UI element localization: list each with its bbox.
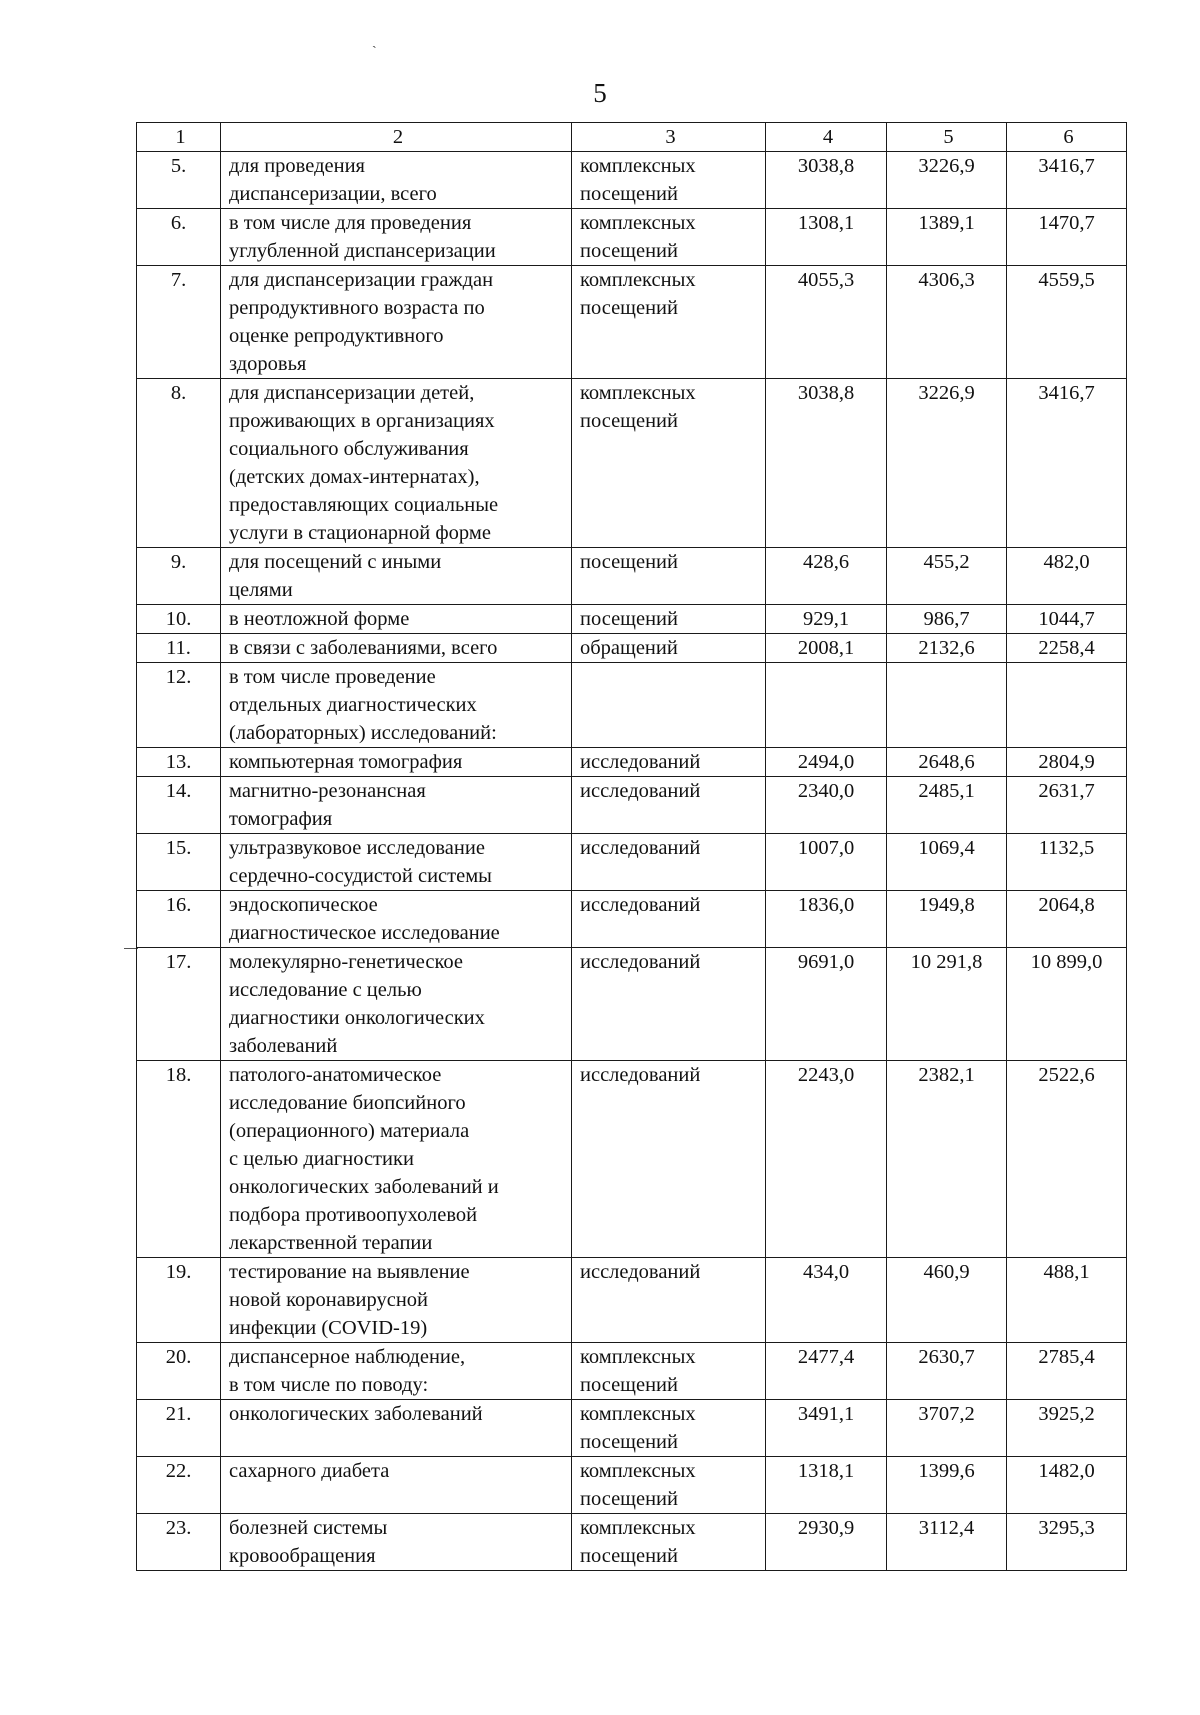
table-row [137,1457,1127,1514]
value-col-6: 10 899,0 [1007,948,1127,1061]
header-cell-4: 4 [766,123,887,152]
table-row [137,834,1127,891]
indicator-name-line: предоставляющих социальные [229,494,499,516]
value-col-6: 482,0 [1007,548,1127,605]
value-col-6: 2258,4 [1007,634,1127,663]
indicator-name [221,1514,572,1571]
value-col-5: 2630,7 [887,1343,1007,1400]
indicator-name [221,891,572,948]
unit-line: исследований [580,837,701,859]
unit-line: обращений [580,637,678,659]
indicator-name-line: здоровья [229,353,307,375]
unit-line: исследований [580,751,701,773]
unit-line: исследований [580,951,701,973]
row-number: 14. [137,777,221,834]
value-col-4: 9691,0 [766,948,887,1061]
indicator-name [221,152,572,209]
value-col-5: 986,7 [887,605,1007,634]
page-number: 5 [593,78,607,108]
row-number: 5. [137,152,221,209]
indicator-name [221,834,572,891]
indicator-name [221,209,572,266]
table-row [137,1343,1127,1400]
unit-of-measure [572,663,766,748]
unit-line: исследований [580,780,701,802]
indicator-name-line: услуги в стационарной форме [229,522,491,544]
indicator-name [221,1343,572,1400]
indicator-name-line: для проведения [229,155,365,177]
indicator-name [221,548,572,605]
indicator-name-line: в том числе проведение [229,666,436,688]
indicator-name [221,634,572,663]
unit-line: посещений [580,297,678,319]
unit-of-measure [572,748,766,777]
unit-line: посещений [580,1545,678,1567]
table-row [137,948,1127,1061]
table-row [137,777,1127,834]
table-row [137,1400,1127,1457]
indicator-name-line: патолого-анатомическое [229,1064,442,1086]
indicator-name-line: новой коронавирусной [229,1289,429,1311]
indicator-name-line: диагностики онкологических [229,1007,485,1029]
indicator-name-line: с целью диагностики [229,1148,414,1170]
indicator-name-line: (операционного) материала [229,1120,470,1142]
table-row [137,1258,1127,1343]
row-number: 21. [137,1400,221,1457]
unit-line: посещений [580,1488,678,1510]
unit-line: посещений [580,240,678,262]
indicator-name-line: социального обслуживания [229,438,469,460]
value-col-4: 3038,8 [766,152,887,209]
value-col-5: 2382,1 [887,1061,1007,1258]
table-row [137,266,1127,379]
table-row [137,548,1127,605]
indicator-name [221,748,572,777]
value-col-5: 2648,6 [887,748,1007,777]
indicator-name-line: тестирование на выявление [229,1261,470,1283]
value-col-5: 3226,9 [887,379,1007,548]
indicator-name-line: лекарственной терапии [229,1232,433,1254]
indicator-name-line: (детских домах-интернатах), [229,466,480,488]
unit-line: исследований [580,1064,701,1086]
indicator-name-line: кровообращения [229,1545,376,1567]
value-col-6: 2785,4 [1007,1343,1127,1400]
unit-of-measure [572,1400,766,1457]
indicator-name [221,266,572,379]
value-col-6: 488,1 [1007,1258,1127,1343]
unit-of-measure [572,634,766,663]
unit-line: комплексных [580,1517,696,1539]
indicator-name-line: магнитно-резонансная [229,780,426,802]
indicator-name-line: томография [229,808,333,830]
indicator-name-line: для диспансеризации граждан [229,269,494,291]
row-number: 7. [137,266,221,379]
indicator-name-line: сердечно-сосудистой системы [229,865,492,887]
unit-of-measure [572,1258,766,1343]
value-col-6: 3416,7 [1007,152,1127,209]
table-row [137,663,1127,748]
indicator-name-line: компьютерная томография [229,751,463,773]
indicator-name-line: онкологических заболеваний [229,1403,483,1425]
table-row [137,1061,1127,1258]
indicator-name-line: углубленной диспансеризации [229,240,496,262]
row-number: 23. [137,1514,221,1571]
unit-of-measure [572,1061,766,1258]
table-row [137,152,1127,209]
row-number: 15. [137,834,221,891]
indicator-name-line: в связи с заболеваниями, всего [229,637,498,659]
indicator-name-line: диспансеризации, всего [229,183,437,205]
value-col-4: 2340,0 [766,777,887,834]
indicator-name [221,1061,572,1258]
row-number: 12. [137,663,221,748]
value-col-4 [766,663,887,748]
unit-of-measure [572,266,766,379]
unit-line: посещений [580,608,678,630]
unit-line: комплексных [580,212,696,234]
unit-of-measure [572,1457,766,1514]
unit-of-measure [572,605,766,634]
unit-line: посещений [580,410,678,432]
table-row [137,634,1127,663]
unit-line: исследований [580,894,701,916]
unit-line: комплексных [580,1403,696,1425]
value-col-6: 3416,7 [1007,379,1127,548]
indicator-name [221,1457,572,1514]
table-row [137,209,1127,266]
value-col-6: 2631,7 [1007,777,1127,834]
row-number: 13. [137,748,221,777]
indicator-name-line: исследование биопсийного [229,1092,466,1114]
indicator-name-line: отдельных диагностических [229,694,477,716]
indicator-name-line: в том числе для проведения [229,212,472,234]
value-col-4: 2243,0 [766,1061,887,1258]
value-col-6: 2522,6 [1007,1061,1127,1258]
indicator-name-line: в неотложной форме [229,608,410,630]
value-col-6: 1470,7 [1007,209,1127,266]
indicator-name-line: диспансерное наблюдение, [229,1346,466,1368]
value-col-5: 1389,1 [887,209,1007,266]
value-col-4: 1836,0 [766,891,887,948]
row-number: 8. [137,379,221,548]
unit-line: комплексных [580,382,696,404]
unit-line: посещений [580,1374,678,1396]
value-col-6: 2064,8 [1007,891,1127,948]
table-body [137,123,1127,1571]
value-col-5: 10 291,8 [887,948,1007,1061]
unit-line: исследований [580,1261,701,1283]
header-cell-6: 6 [1007,123,1127,152]
value-col-4: 2008,1 [766,634,887,663]
indicator-name-line: для посещений с иными [229,551,442,573]
table-row [137,605,1127,634]
value-col-4: 1007,0 [766,834,887,891]
indicator-name-line: болезней системы [229,1517,388,1539]
unit-of-measure [572,948,766,1061]
indicator-name-line: для диспансеризации детей, [229,382,475,404]
row-number: 9. [137,548,221,605]
unit-of-measure [572,777,766,834]
unit-line: комплексных [580,155,696,177]
table-header-row [137,123,1127,152]
header-cell-5: 5 [887,123,1007,152]
unit-line: комплексных [580,1346,696,1368]
value-col-5: 3707,2 [887,1400,1007,1457]
value-col-5: 460,9 [887,1258,1007,1343]
unit-line: комплексных [580,1460,696,1482]
indicator-name-line: подбора противоопухолевой [229,1204,478,1226]
value-col-5: 4306,3 [887,266,1007,379]
indicator-name-line: целями [229,579,293,601]
value-col-4: 929,1 [766,605,887,634]
value-col-5: 455,2 [887,548,1007,605]
indicator-name-line: репродуктивного возраста по [229,297,485,319]
row-number: 11. [137,634,221,663]
data-table [136,122,1127,1571]
table-row [137,379,1127,548]
value-col-6: 3295,3 [1007,1514,1127,1571]
indicator-name-line: эндоскопическое [229,894,378,916]
indicator-name-line: заболеваний [229,1035,338,1057]
unit-of-measure [572,548,766,605]
value-col-6: 1482,0 [1007,1457,1127,1514]
unit-of-measure [572,379,766,548]
indicator-name-line: (лабораторных) исследований: [229,722,497,744]
unit-line: посещений [580,183,678,205]
indicator-name-line: проживающих в организациях [229,410,495,432]
value-col-4: 2494,0 [766,748,887,777]
row-number: 18. [137,1061,221,1258]
indicator-name [221,948,572,1061]
row-number: 16. [137,891,221,948]
value-col-5: 2132,6 [887,634,1007,663]
indicator-name-line: диагностическое исследование [229,922,500,944]
unit-of-measure [572,1514,766,1571]
value-col-5 [887,663,1007,748]
value-col-4: 2930,9 [766,1514,887,1571]
row-number: 17. [137,948,221,1061]
value-col-4: 1308,1 [766,209,887,266]
indicator-name [221,1258,572,1343]
header-cell-1: 1 [137,123,221,152]
value-col-5: 3112,4 [887,1514,1007,1571]
unit-of-measure [572,152,766,209]
header-cell-2: 2 [221,123,572,152]
value-col-4: 2477,4 [766,1343,887,1400]
indicator-name-line: онкологических заболеваний и [229,1176,499,1198]
value-col-4: 3038,8 [766,379,887,548]
unit-line: посещений [580,1431,678,1453]
unit-of-measure [572,891,766,948]
row-number: 6. [137,209,221,266]
table-row [137,891,1127,948]
unit-of-measure [572,834,766,891]
indicator-name-line: исследование с целью [229,979,422,1001]
value-col-5: 3226,9 [887,152,1007,209]
indicator-name-line: ультразвуковое исследование [229,837,485,859]
indicator-name-line: в том числе по поводу: [229,1374,429,1396]
indicator-name [221,663,572,748]
value-col-6 [1007,663,1127,748]
value-col-5: 1949,8 [887,891,1007,948]
value-col-6: 1132,5 [1007,834,1127,891]
value-col-5: 2485,1 [887,777,1007,834]
value-col-4: 4055,3 [766,266,887,379]
indicator-name [221,1400,572,1457]
indicator-name [221,379,572,548]
unit-line: посещений [580,551,678,573]
value-col-6: 1044,7 [1007,605,1127,634]
value-col-4: 3491,1 [766,1400,887,1457]
scan-speck: ˏ [372,34,377,49]
value-col-4: 428,6 [766,548,887,605]
unit-of-measure [572,209,766,266]
value-col-6: 2804,9 [1007,748,1127,777]
row-number: 19. [137,1258,221,1343]
row-number: 20. [137,1343,221,1400]
indicator-name-line: оценке репродуктивного [229,325,444,347]
value-col-4: 434,0 [766,1258,887,1343]
indicator-name-line: инфекции (COVID-19) [229,1317,428,1339]
unit-line: комплексных [580,269,696,291]
header-cell-3: 3 [572,123,766,152]
table-row [137,748,1127,777]
value-col-5: 1069,4 [887,834,1007,891]
value-col-6: 4559,5 [1007,266,1127,379]
indicator-name [221,777,572,834]
value-col-5: 1399,6 [887,1457,1007,1514]
unit-of-measure [572,1343,766,1400]
value-col-4: 1318,1 [766,1457,887,1514]
indicator-name [221,605,572,634]
indicator-name-line: молекулярно-генетическое [229,951,464,973]
row-number: 10. [137,605,221,634]
indicator-name-line: сахарного диабета [229,1460,390,1482]
table-row [137,1514,1127,1571]
row-number: 22. [137,1457,221,1514]
value-col-6: 3925,2 [1007,1400,1127,1457]
